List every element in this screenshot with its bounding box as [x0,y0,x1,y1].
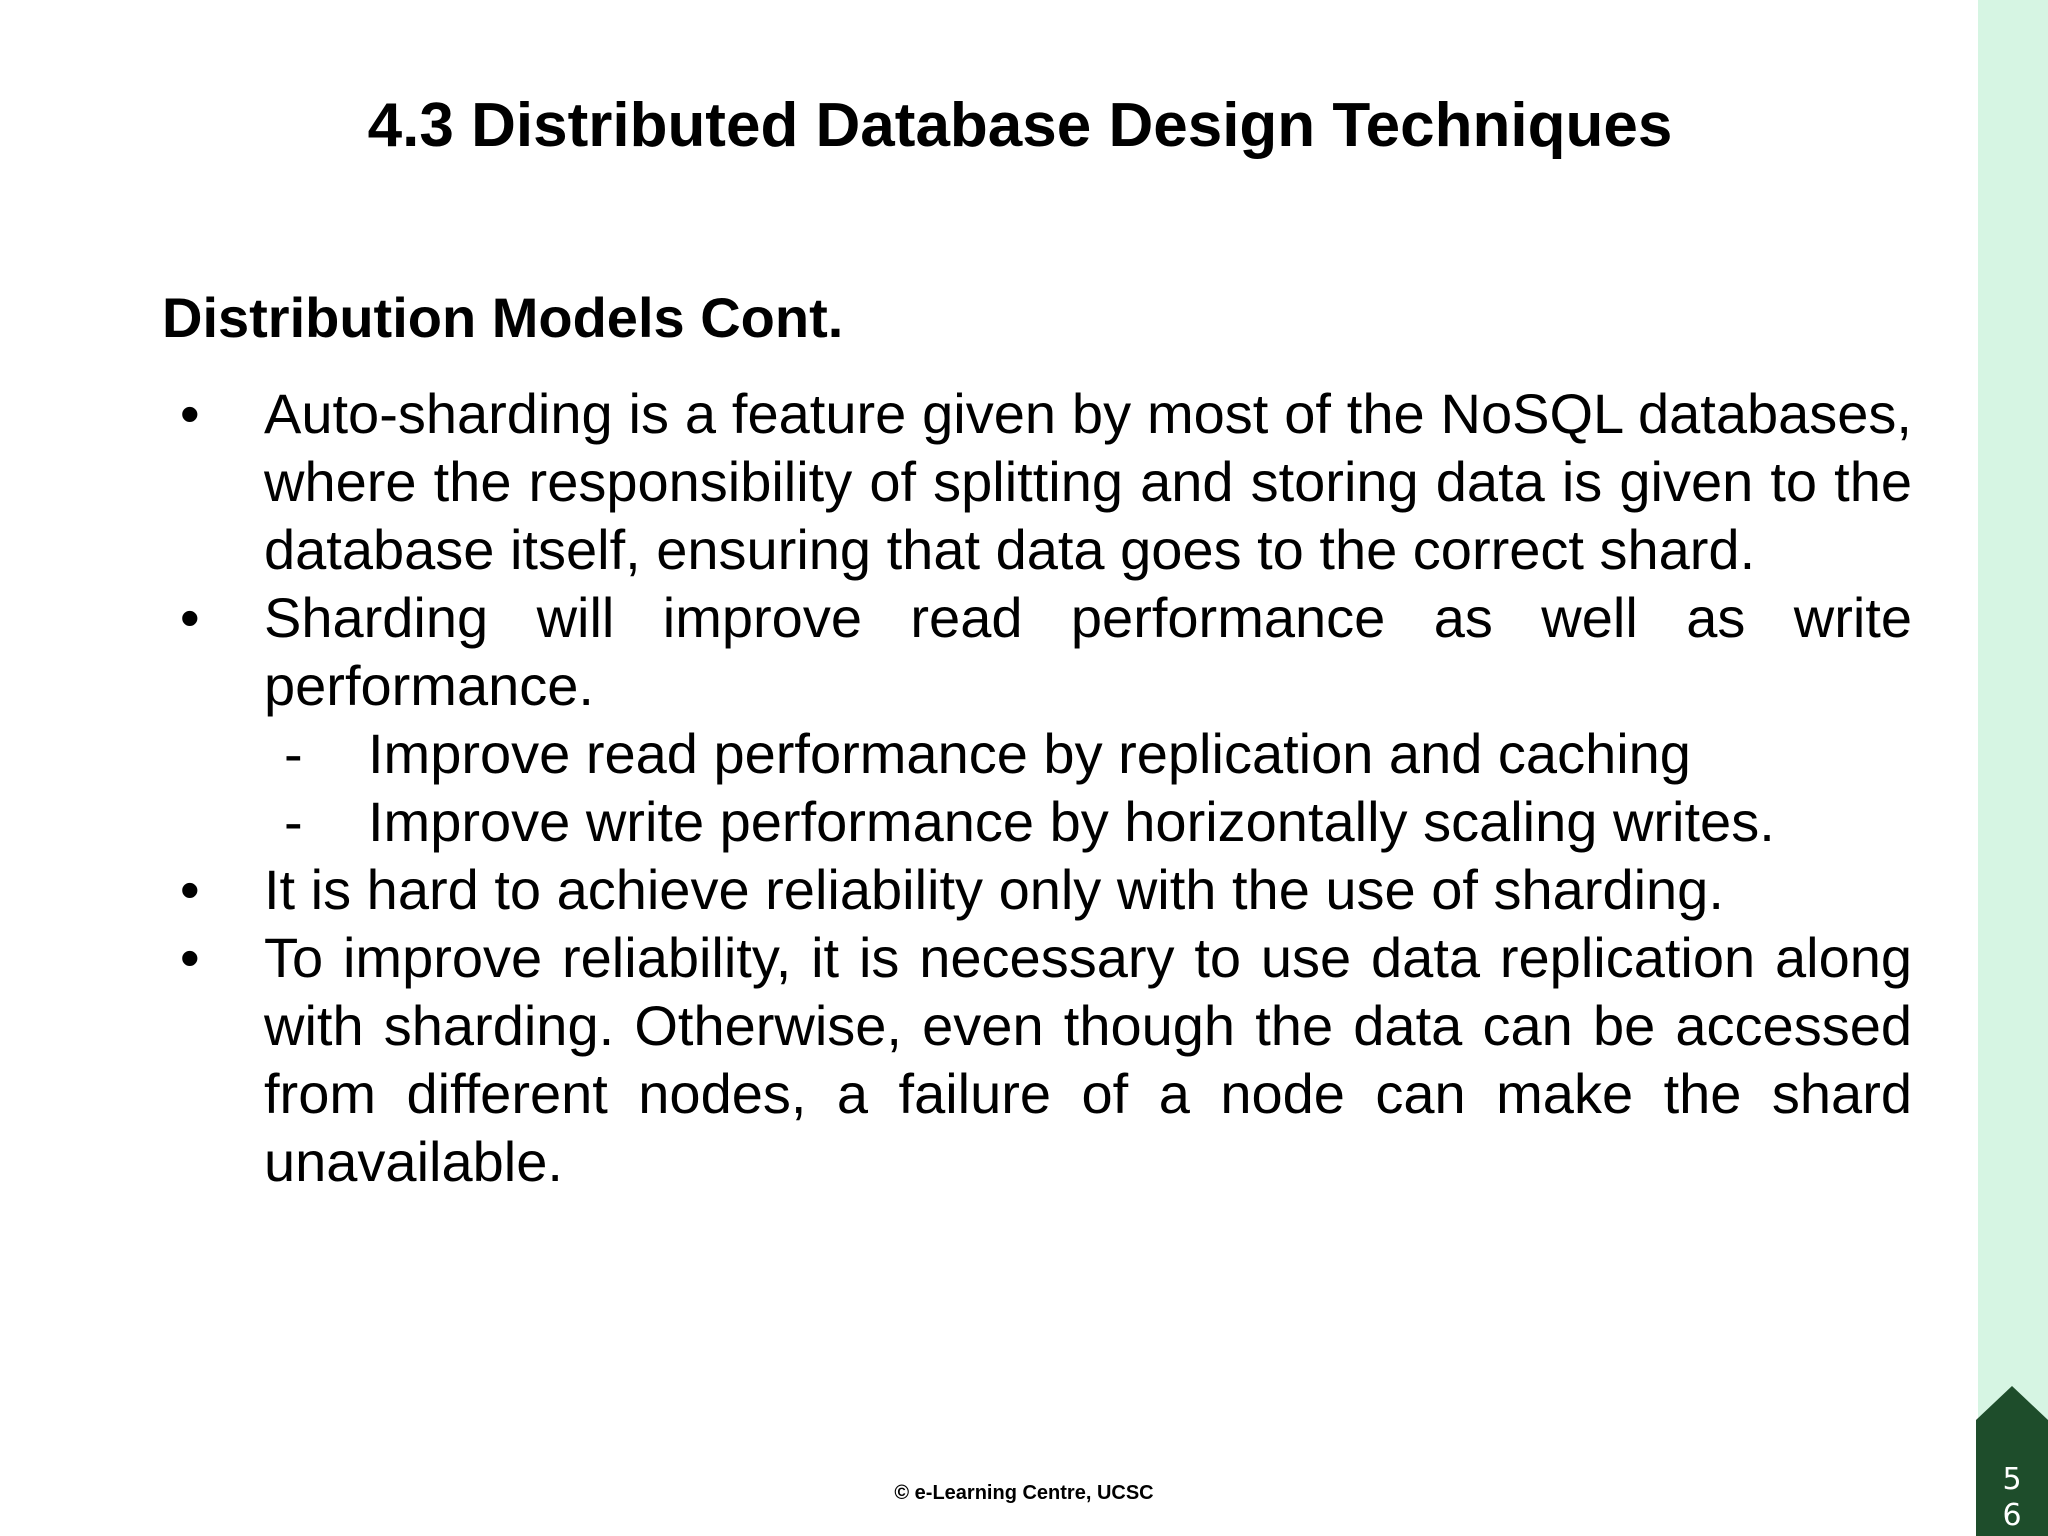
side-strip [1978,0,2048,1536]
bullet-item [170,924,1912,1196]
bullet-dot-icon: • [180,586,200,649]
bullet-item [170,856,1912,924]
slide-subtitle: Distribution Models Cont. [162,286,844,349]
bullet-text: To improve reliability, it is necessary to use data replication along with sharding. Otherwise, even though the data can be accessed from different nodes, a failure of a node can make the shard unavailable. [264,926,1912,1193]
bullet-item [170,584,1912,720]
slide-title: 4.3 Distributed Database Design Techniques [367,91,1673,160]
page-number-badge [1976,1386,2048,1536]
bullet-list [170,380,1912,1196]
bullet-dot-icon: • [180,382,200,445]
bullet-text: It is hard to achieve reliability only with the use of sharding. [264,858,1724,921]
page-number-digit-1: 5 [2002,1462,2022,1497]
dash-icon: - [284,790,303,853]
page-number-digit-2: 6 [2002,1498,2022,1533]
bullet-dot-icon: • [180,926,200,989]
bullet-text: Sharding will improve read performance as well as write performance. [264,586,1912,717]
copyright-footer: © e-Learning Centre, UCSC [894,1482,1154,1504]
bullet-item [170,380,1912,584]
bullet-dot-icon: • [180,858,200,921]
bullet-text: Auto-sharding is a feature given by most of the NoSQL databases, where the responsibility of splitting and storing data is given to the database itself, ensuring that data goes to the correct shard. [264,382,1912,581]
sub-bullet-item [170,788,1912,856]
sub-bullet-text: Improve write performance by horizontally scaling writes. [368,790,1775,853]
sub-bullet-item [170,720,1912,788]
dash-icon: - [284,722,303,785]
sub-bullet-text: Improve read performance by replication and caching [368,722,1691,785]
